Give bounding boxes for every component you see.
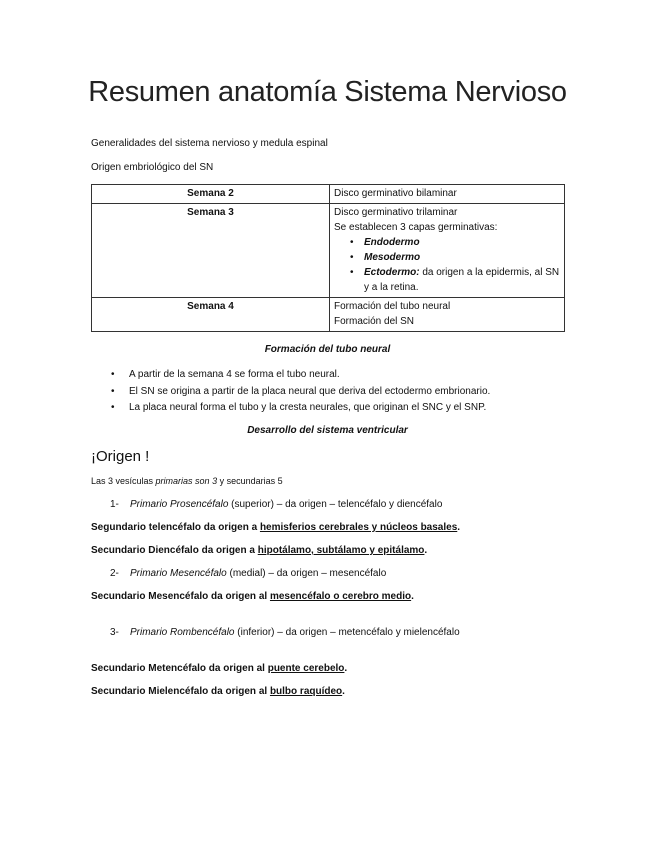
neural-tube-heading: Formación del tubo neural — [264, 344, 391, 355]
vesicle-position: (superior) — [228, 499, 274, 510]
vesicles-line — [91, 476, 283, 486]
ventricular-heading: Desarrollo del sistema ventricular — [247, 425, 408, 436]
vesicle-origin: – da origen – mesencéfalo — [265, 568, 387, 579]
secondary-vesicle-line — [91, 522, 460, 533]
list-item: • La placa neural forma el tubo y la cresta neurales, que originan el SNC y el SNP. — [91, 400, 490, 417]
table-row — [92, 204, 565, 298]
vesicle-name: Primario Mesencéfalo — [130, 568, 227, 579]
secondary-lead: Segundario telencéfalo da origen a — [91, 522, 260, 533]
secondary-lead: Secundario Diencéfalo da origen a — [91, 545, 258, 556]
secondary-vesicle-line — [91, 663, 347, 674]
secondary-end: . — [411, 591, 414, 602]
secondary-end: . — [344, 663, 348, 674]
secondary-vesicle-line — [91, 686, 345, 697]
secondary-lead: Secundario Mesencéfalo da origen al — [91, 591, 270, 602]
vesicles-italic: primarias son 3 — [155, 476, 218, 486]
general-heading: Generalidades del sistema nervioso y medula espinal — [91, 138, 328, 149]
table-row — [92, 298, 565, 332]
secondary-vesicle-line — [91, 591, 414, 602]
vesicle-origin: – da origen – metencéfalo y mielencéfalo — [274, 627, 460, 638]
layer-description: da origen a la epidermis, al SN y a la retina. — [364, 267, 560, 293]
secondary-end: . — [457, 522, 461, 533]
primary-vesicle-item — [110, 627, 460, 638]
list-item — [364, 265, 560, 295]
description-line: Formación del SN — [334, 316, 415, 327]
germ-layer-list — [334, 235, 560, 295]
secondary-target: mesencéfalo o cerebro medio — [269, 591, 412, 602]
description-line: Disco germinativo bilaminar — [334, 188, 457, 199]
week-cell: Semana 4 — [92, 298, 330, 332]
vesicle-origin: – da origen – telencéfalo y diencéfalo — [273, 499, 443, 510]
vesicle-position: (medial) — [226, 568, 266, 579]
description-line: Formación del tubo neural — [334, 301, 451, 312]
vesicle-name: Primario Prosencéfalo — [130, 499, 229, 510]
secondary-target: bulbo raquídeo — [269, 686, 343, 697]
secondary-lead: Secundario Mielencéfalo da origen al — [91, 686, 270, 697]
vesicles-suffix: y secundarias 5 — [217, 476, 283, 486]
list-item — [364, 235, 560, 250]
embryology-table — [91, 184, 565, 332]
layer-name: Endodermo — [364, 237, 420, 248]
vesicle-name: Primario Rombencéfalo — [130, 627, 235, 638]
primary-vesicle-item — [110, 499, 442, 510]
secondary-target: hipotálamo, subtálamo y epitálamo — [257, 545, 425, 556]
description-line: Disco germinativo trilaminar — [334, 207, 458, 218]
secondary-end: . — [424, 545, 428, 556]
list-item: • A partir de la semana 4 se forma el tubo neural. — [91, 367, 490, 384]
week-cell: Semana 3 — [92, 204, 330, 298]
week-cell: Semana 2 — [92, 185, 330, 204]
table-row — [92, 185, 565, 204]
secondary-vesicle-line — [91, 545, 427, 556]
item-number: 3- — [110, 627, 119, 638]
neural-tube-list — [91, 367, 490, 417]
secondary-target: hemisferios cerebrales y núcleos basales — [259, 522, 458, 533]
description-line: Se establecen 3 capas germinativas: — [334, 222, 498, 233]
list-item — [364, 250, 560, 265]
vesicle-position: (inferior) — [234, 627, 275, 638]
secondary-lead: Secundario Metencéfalo da origen al — [91, 663, 268, 674]
description-cell — [330, 185, 565, 204]
description-cell — [330, 204, 565, 298]
page-title: Resumen anatomía Sistema Nervioso — [88, 76, 567, 108]
secondary-end: . — [342, 686, 345, 697]
description-cell — [330, 298, 565, 332]
origin-title: ¡Origen ! — [91, 448, 150, 465]
layer-name: Ectodermo: — [364, 267, 420, 278]
origin-heading: Origen embriológico del SN — [91, 162, 214, 173]
item-number: 1- — [110, 499, 119, 510]
primary-vesicle-item — [110, 568, 386, 579]
item-number: 2- — [110, 568, 119, 579]
secondary-target: puente cerebelo — [267, 663, 345, 674]
layer-name: Mesodermo — [364, 252, 421, 263]
list-item: • El SN se origina a partir de la placa neural que deriva del ectodermo embrionario. — [91, 384, 490, 401]
vesicles-prefix: Las 3 vesículas — [91, 476, 156, 486]
